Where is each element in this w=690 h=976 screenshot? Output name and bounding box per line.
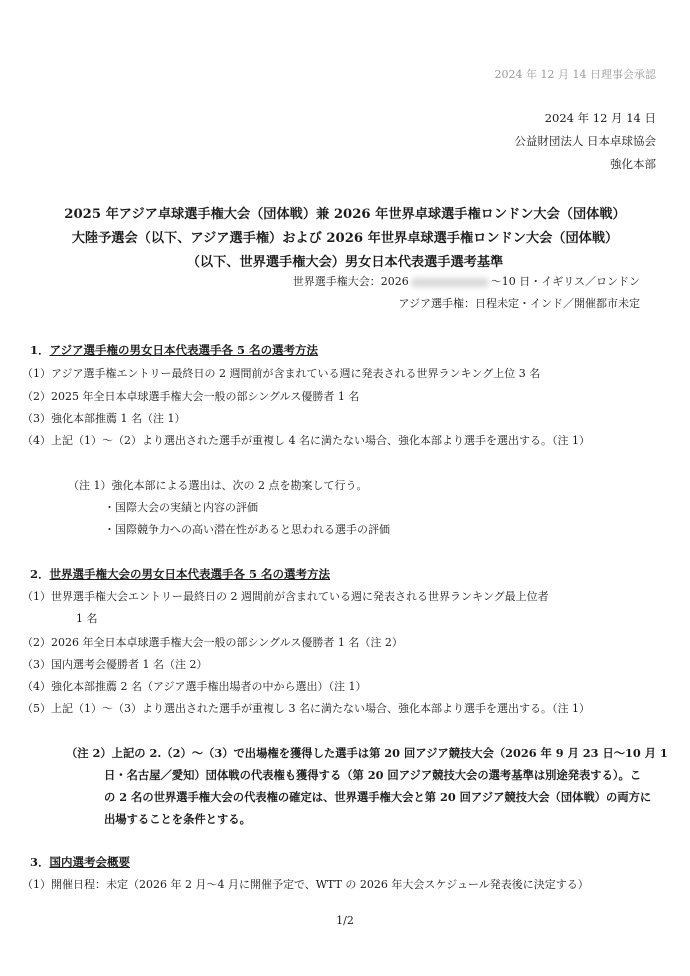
section-1-item: （4）上記（1）～（2）より選出された選手が重複し 4 名に満たない場合、強化本部より選手を選出する。（注 1） bbox=[22, 434, 590, 447]
worlds-event-info bbox=[293, 273, 640, 289]
section-1-title: アジア選手権の男女日本代表選手各 5 名の選考方法 bbox=[49, 343, 319, 357]
section-2-item: （2）2026 年全日本卓球選手権大会一般の部シングルス優勝者 1 名（注 2） bbox=[22, 636, 403, 649]
approval-note: 2024 年 12 月 14 日理事会承認 bbox=[494, 68, 656, 81]
section-2-item-continuation: 1 名 bbox=[76, 612, 98, 625]
section-1-heading bbox=[30, 342, 318, 358]
section-1-item: （1）アジア選手権エントリー最終日の 2 週間前が含まれている週に発表される世界ランキング上位 3 名 bbox=[22, 367, 541, 380]
section-1-number: 1． bbox=[30, 343, 50, 357]
worlds-info-prefix: 世界選手権大会：2026 bbox=[292, 275, 409, 288]
note-2-line: 日・名古屋／愛知）団体戦の代表権も獲得する（第 20 回アジア競技大会の選考基準は別途発表する）。こ bbox=[104, 768, 642, 782]
section-3-number: 3． bbox=[30, 855, 50, 869]
section-2-number: 2． bbox=[30, 567, 50, 581]
document-date: 2024 年 12 月 14 日 bbox=[544, 111, 656, 125]
document-title-line-1: 2025 年アジア卓球選手権大会（団体戦）兼 2026 年世界卓球選手権ロンドン大会（団体戦） bbox=[64, 207, 626, 222]
note-2-line: 出場することを条件とする。 bbox=[104, 812, 251, 826]
section-2-item: （3）国内選考会優勝者 1 名（注 2） bbox=[22, 658, 208, 671]
department-name: 強化本部 bbox=[610, 157, 656, 171]
note-1-point: ・国際競争力への高い潜在性があると思われる選手の評価 bbox=[104, 523, 390, 536]
section-2-item: （5）上記（1）～（3）より選出された選手が重複し 3 名に満たない場合、強化本部より選手を選出する。（注 1） bbox=[22, 702, 590, 715]
worlds-info-suffix: ～10 日・イギリス／ロンドン bbox=[490, 275, 640, 288]
section-3-item: （1）開催日程：未定（2026 年 2 月～4 月に開催予定で、WTT の 2026 年大会スケジュール発表後に決定する） bbox=[22, 878, 589, 891]
section-3-heading bbox=[30, 854, 130, 870]
page-number: 1/2 bbox=[336, 914, 354, 927]
section-1-item: （3）強化本部推薦 1 名（注 1） bbox=[22, 412, 186, 425]
note-2-line: の 2 名の世界選手権大会の代表権の確定は、世界選手権大会と第 20 回アジア競技大会（団体戦）の両方に bbox=[104, 790, 652, 804]
section-2-item: （4）強化本部推薦 2 名（アジア選手権出場者の中から選出）（注 1） bbox=[22, 680, 367, 693]
section-1-item: （2）2025 年全日本卓球選手権大会一般の部シングルス優勝者 1 名 bbox=[22, 390, 360, 403]
note-1-point: ・国際大会の実績と内容の評価 bbox=[104, 501, 258, 514]
section-2-title: 世界選手権大会の男女日本代表選手各 5 名の選考方法 bbox=[49, 567, 331, 581]
organization-name: 公益財団法人 日本卓球協会 bbox=[514, 134, 656, 148]
note-2-line: （注 2）上記の 2.（2）～（3）で出場権を獲得した選手は第 20 回アジア競技大会（2026 年 9 月 23 日～10 月 1 bbox=[66, 746, 668, 760]
document-title-line-2: 大陸予選会（以下、アジア選手権）および 2026 年世界卓球選手権ロンドン大会（団体戦） bbox=[71, 231, 619, 246]
redacted-blur bbox=[411, 278, 489, 287]
document-title-line-3: （以下、世界選手権大会）男女日本代表選手選考基準 bbox=[186, 255, 504, 270]
section-2-item: （1）世界選手権大会エントリー最終日の 2 週間前が含まれている週に発表される世界ランキング最上位者 bbox=[22, 590, 549, 603]
section-3-title: 国内選考会概要 bbox=[49, 855, 131, 869]
asia-event-info: アジア選手権：日程未定・インド／開催都市未定 bbox=[398, 297, 640, 310]
note-1-intro: （注 1）強化本部による選出は、次の 2 点を勘案して行う。 bbox=[68, 479, 368, 492]
section-2-heading bbox=[30, 566, 330, 582]
